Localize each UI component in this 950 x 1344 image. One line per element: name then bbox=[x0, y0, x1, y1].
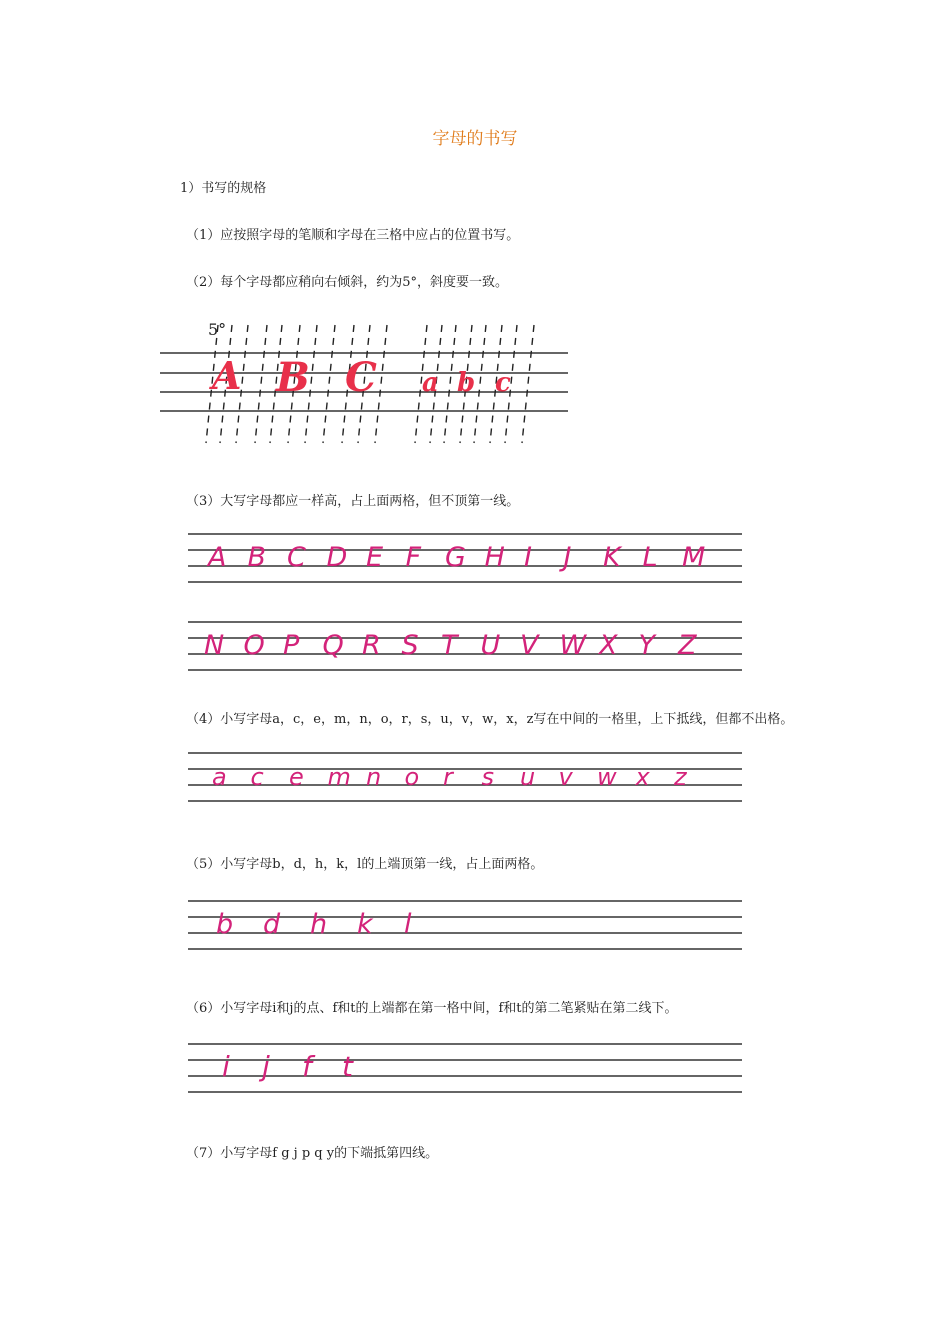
uppercase-letter: X bbox=[599, 630, 618, 661]
uppercase-letter: Q bbox=[322, 630, 344, 661]
rule-1-text: （1）应按照字母的笔顺和字母在三格中应占的位置书写。 bbox=[186, 228, 520, 243]
rule-7-text: （7）小写字母f g j p q y的下端抵第四线。 bbox=[186, 1146, 439, 1161]
slant-demo-letter: B bbox=[276, 354, 310, 401]
uppercase-letter: S bbox=[401, 630, 419, 661]
lowercase-letter: v bbox=[558, 763, 573, 791]
slant-guide-line bbox=[474, 325, 486, 443]
lowercase-letter: b bbox=[216, 909, 234, 940]
uppercase-letter: M bbox=[682, 542, 706, 573]
uppercase-row-1 bbox=[188, 528, 744, 588]
rule-3-text: （3）大写字母都应一样高，占上面两格，但不顶第一线。 bbox=[186, 494, 520, 509]
slant-demo-letter: A bbox=[212, 353, 242, 398]
slant-guide-line bbox=[522, 325, 534, 443]
lowercase-letter: n bbox=[366, 763, 382, 791]
slant-guide-line bbox=[444, 325, 456, 443]
uppercase-letter: C bbox=[287, 542, 306, 573]
lowercase-letter: u bbox=[520, 763, 536, 791]
lowercase-letter: t bbox=[342, 1050, 353, 1083]
rule-2-text: （2）每个字母都应稍向右倾斜，约为5°，斜度要一致。 bbox=[186, 275, 509, 290]
lowercase-letter: l bbox=[404, 909, 412, 940]
lowercase-letter: f bbox=[302, 1050, 312, 1083]
lowercase-letter: e bbox=[289, 763, 304, 791]
slant-guide-line bbox=[323, 325, 335, 443]
slant-demo-letter: a bbox=[422, 368, 439, 398]
uppercase-letter: D bbox=[326, 542, 348, 573]
lowercase-letter: j bbox=[262, 1050, 270, 1083]
lowercase-letter: d bbox=[263, 909, 281, 940]
page-title: 字母的书写 bbox=[432, 129, 518, 149]
slant-demo-letter: b bbox=[457, 368, 476, 398]
lowercase-middle-row bbox=[188, 748, 744, 808]
slant-diagram bbox=[160, 315, 570, 450]
lowercase-tall-row bbox=[188, 896, 744, 956]
rule-4-text: （4）小写字母a，c，e，m，n，o，r，s，u，v，w，x，z写在中间的一格里，上下抵线，但都不出格。 bbox=[186, 712, 794, 727]
lowercase-letter: h bbox=[310, 909, 328, 940]
uppercase-letter: A bbox=[208, 542, 227, 573]
uppercase-letter: T bbox=[441, 630, 458, 661]
lowercase-letter: z bbox=[674, 763, 687, 791]
lowercase-letter: r bbox=[443, 763, 453, 791]
uppercase-letter: E bbox=[366, 542, 384, 573]
uppercase-letter: N bbox=[204, 630, 225, 661]
slant-demo-letter: c bbox=[495, 368, 511, 398]
uppercase-letter: V bbox=[520, 630, 539, 661]
slant-guide-line bbox=[255, 325, 267, 443]
uppercase-letter: W bbox=[559, 630, 587, 661]
uppercase-letter: L bbox=[642, 542, 658, 573]
lowercase-letter: x bbox=[635, 763, 650, 791]
uppercase-letter: R bbox=[362, 630, 381, 661]
lowercase-letter: k bbox=[357, 909, 373, 940]
uppercase-letter: G bbox=[445, 542, 466, 573]
lowercase-letter: m bbox=[327, 763, 351, 791]
rule-6-text: （6）小写字母i和j的点、f和t的上端都在第一格中间，f和t的第二笔紧贴在第二线下。 bbox=[186, 1001, 678, 1016]
lowercase-letter: s bbox=[481, 763, 495, 791]
lowercase-letter: i bbox=[222, 1050, 230, 1083]
uppercase-letter: I bbox=[524, 542, 532, 573]
uppercase-letter: O bbox=[243, 630, 265, 661]
lowercase-letter: c bbox=[250, 763, 264, 791]
slant-demo-letter: C bbox=[345, 354, 377, 401]
uppercase-letter: F bbox=[405, 542, 422, 573]
uppercase-letter: K bbox=[603, 542, 621, 573]
uppercase-letter: P bbox=[283, 630, 300, 661]
uppercase-row-2 bbox=[188, 616, 744, 676]
lowercase-letter: a bbox=[212, 763, 227, 791]
rule-5-text: （5）小写字母b，d，h，k，l的上端顶第一线，占上面两格。 bbox=[186, 857, 544, 872]
slant-angle-label: 5° bbox=[208, 320, 227, 339]
uppercase-letter: H bbox=[484, 542, 505, 573]
uppercase-letter: U bbox=[480, 630, 501, 661]
uppercase-letter: B bbox=[247, 542, 267, 573]
uppercase-letter: Y bbox=[638, 630, 655, 661]
uppercase-letter: Z bbox=[678, 630, 697, 661]
lowercase-letter: o bbox=[404, 763, 420, 791]
section-heading: 1）书写的规格 bbox=[180, 181, 267, 196]
lowercase-letter: w bbox=[597, 763, 617, 791]
lowercase-ijft-row bbox=[188, 1038, 744, 1098]
uppercase-letter: J bbox=[563, 542, 572, 573]
